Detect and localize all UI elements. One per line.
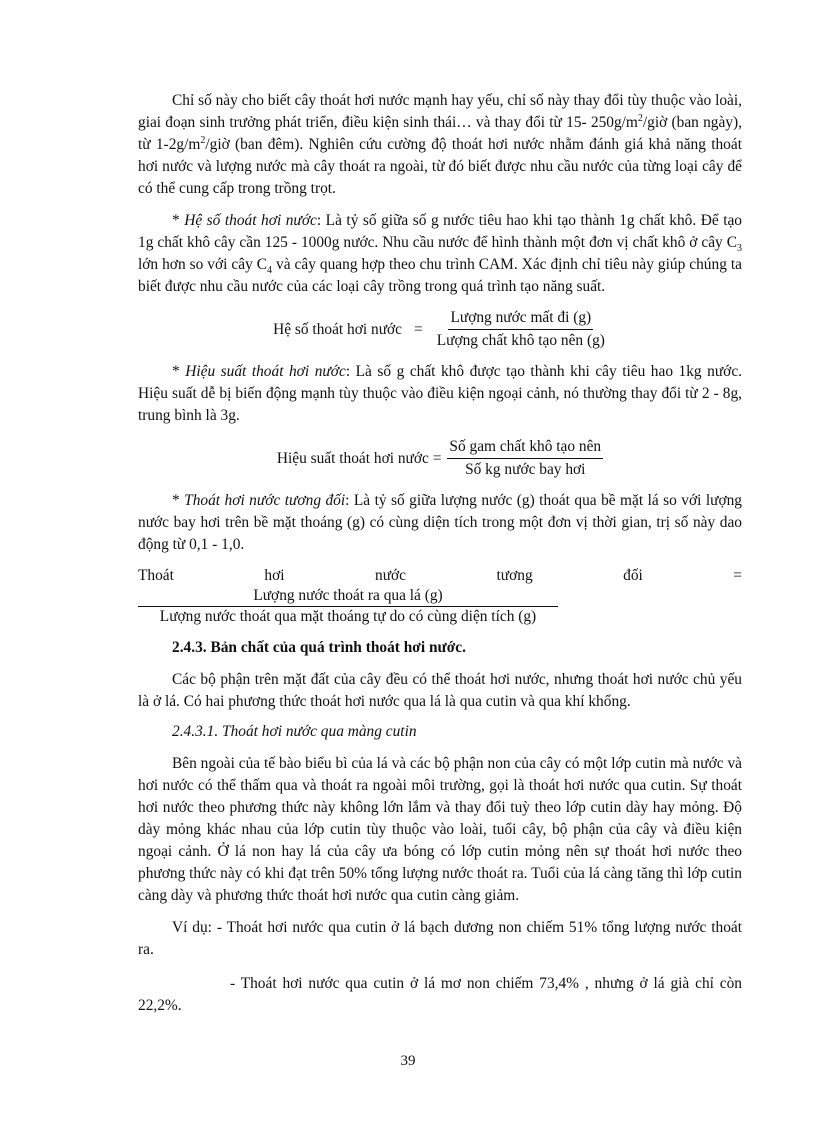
term-transpiration-coefficient: Hệ số thoát hơi nước <box>184 212 317 229</box>
formula-relative-transpiration-label: Thoát hơi nước tương đối = <box>138 567 742 584</box>
formula-left: Hệ số thoát hơi nước <box>273 320 403 338</box>
formula-equals: = <box>414 320 423 338</box>
fraction-numerator: Lượng nước thoát ra qua lá (g) <box>138 586 558 607</box>
section-heading: 2.4.3. Bản chất của quá trình thoát hơi nước. <box>172 639 466 656</box>
paragraph-transpiration-coefficient: * Hệ số thoát hơi nước: Là tỷ số giữa số g nước tiêu hao khi tạo thành 1g chất khô. Để tạo 1g chất khô cây cần 125 - 1000g nước. Nhu cầu nước để hình thành một đơn vị chất khô ở cây $C_3$ lớn hơn so với cây $C_4$ và cây quang hợp theo chu trình CAM. Xác định chỉ tiêu này giúp chúng ta biết được nhu cầu nước của các loại cây trồng trong quá trình tạo năng suất. <box>138 212 742 295</box>
paragraph-cutin: Bên ngoài của tế bào biểu bì của lá và các bộ phận non của cây có một lớp cutin mà nước và hơi nước có thể thấm qua và thoát ra ngoài môi trường, gọi là thoát hơi nước qua cutin. Sự thoát hơi nước theo phương thức này không lớn lắm và thay đổi tuỳ theo lớp cutin dày hay mỏng. Độ dày mỏng khác nhau của lớp cutin tùy thuộc vào loài, tuổi cây, bộ phận của cây và điều kiện ngoại cảnh. Ở lá non hay lá của cây ưa bóng có lớp cutin mỏng nên sự thoát hơi nước theo phương thức này có khi đạt trên 50% tổng lượng nước thoát ra. Tuổi của lá càng tăng thì lớp cutin càng dày và phương thức thoát hơi nước qua cutin càng giảm. <box>138 755 742 904</box>
fraction <box>435 308 607 351</box>
fraction-denominator: Lượng chất khô tạo nên (g) <box>436 332 605 349</box>
formula-transpiration-efficiency <box>138 437 742 480</box>
formula-left: Hiệu suất thoát hơi nước = <box>276 449 442 467</box>
paragraph-transpiration-efficiency: * Hiệu suất thoát hơi nước: Là số g chất khô được tạo thành khi cây tiêu hao 1kg nước. Hiệu suất dễ bị biến động mạnh tùy thuộc vào điều kiện ngoại cảnh, nó thường thay đổi từ 2 - 8g, trung bình là 3g. <box>138 363 743 424</box>
term-relative-transpiration: Thoát hơi nước tương đối <box>184 492 346 509</box>
paragraph-intro: Các bộ phận trên mặt đất của cây đều có thể thoát hơi nước, nhưng thoát hơi nước chủ yếu là ở lá. Có hai phương thức thoát hơi nước qua lá là qua cutin và qua khí khổng. <box>138 671 742 710</box>
term-transpiration-efficiency: Hiệu suất thoát hơi nước <box>185 363 346 380</box>
fraction-denominator: Số kg nước bay hơi <box>465 461 586 478</box>
page-body <box>138 90 742 1017</box>
fraction <box>447 437 603 480</box>
page-number: 39 <box>400 1053 416 1069</box>
paragraph-relative-transpiration: * Thoát hơi nước tương đối: Là tỷ số giữa lượng nước (g) thoát qua bề mặt lá so với lượng nước bay hơi trên bề mặt thoáng (g) có cùng diện tích trong một đơn vị thời gian, trị số này dao động từ 0,1 - 1,0. <box>138 492 742 553</box>
formula-transpiration-coefficient <box>138 308 742 351</box>
paragraph-transpiration-index: Chỉ số này cho biết cây thoát hơi nước mạnh hay yếu, chỉ số này thay đổi tùy thuộc vào loài, giai đoạn sinh trưởng phát triển, điều kiện sinh thái… và thay đổi từ 15- $250g/m^2$/giờ (ban ngày), từ $1-2g/m^2$/giờ (ban đêm). Nghiên cứu cường độ thoát hơi nước nhằm đánh giá khả năng thoát hơi nước và lượng nước mà cây thoát ra ngoài, từ đó biết được nhu cầu nước của từng loại cây để có thể cung cấp trong trồng trọt. <box>138 92 743 197</box>
fraction-numerator: Lượng nước mất đi (g) <box>448 308 593 330</box>
paragraph-example-2: - Thoát hơi nước qua cutin ở lá mơ non chiếm 73,4% , nhưng ở lá già chỉ còn 22,2%. <box>138 975 742 1014</box>
subsection-heading: 2.4.3.1. Thoát hơi nước qua màng cutin <box>172 723 417 740</box>
fraction-denominator: Lượng nước thoát qua mặt thoáng tự do có cùng diện tích (g) <box>159 608 537 625</box>
fraction-numerator: Số gam chất khô tạo nên <box>447 437 603 459</box>
paragraph-example-1: Ví dụ: - Thoát hơi nước qua cutin ở lá bạch dương non chiếm 51% tổng lượng nước thoát ra. <box>138 919 742 958</box>
